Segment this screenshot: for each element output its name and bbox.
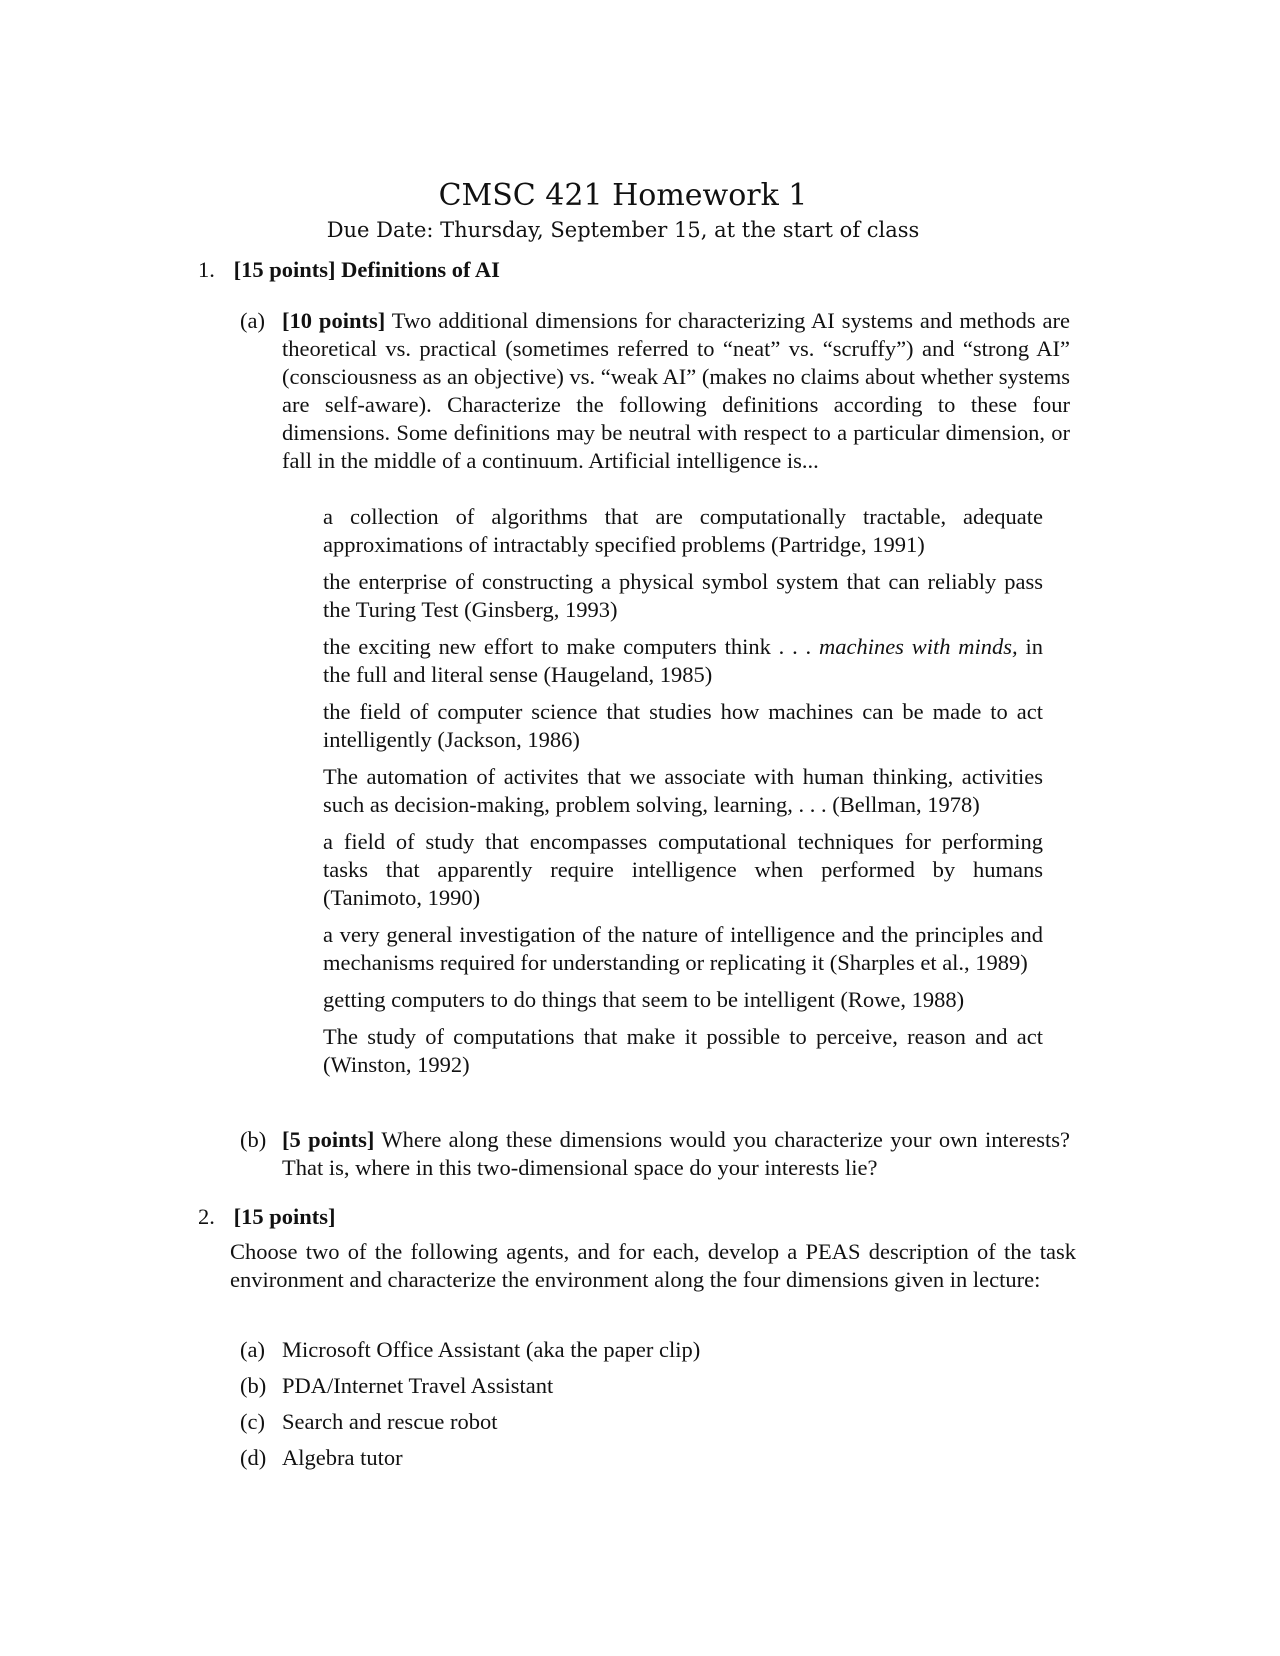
part-b-body: [282, 1126, 1070, 1182]
agent-label: (c): [240, 1409, 265, 1434]
definition-text: in the full and literal sense (Haugeland, 1985): [323, 634, 1043, 687]
definition-item: a very general investigation of the nature of intelligence and the principles and mechanisms required for understanding or replicating it (Sharples et al., 1989): [323, 922, 1043, 975]
definition-item: a collection of algorithms that are computationally tractable, adequate approximations of intractably specified problems (Partridge, 1991): [323, 504, 1043, 557]
definition-item-haugeland: [323, 633, 1043, 689]
agent-label: (a): [240, 1337, 265, 1362]
question-2-number: 2.: [198, 1204, 215, 1229]
question-1-number: 1.: [198, 257, 215, 282]
part-a-points: [10 points]: [282, 308, 386, 333]
definition-item: The automation of activites that we associate with human thinking, activities such as decision-making, problem solving, learning, . . . (Bellman, 1978): [323, 764, 1043, 817]
question-1-heading: [198, 256, 1098, 284]
definition-item: getting computers to do things that seem to be intelligent (Rowe, 1988): [323, 987, 965, 1012]
ai-definitions-list: [323, 503, 1043, 1088]
agent-text: Search and rescue robot: [282, 1409, 498, 1434]
part-a-label: (a): [240, 308, 265, 333]
question-1-part-b: [240, 1126, 1070, 1182]
question-2-intro: Choose two of the following agents, and for each, develop a PEAS description of the task environment and characterize the environment along the four dimensions given in lecture:: [230, 1239, 1076, 1292]
agent-label: (b): [240, 1373, 267, 1398]
part-a-text: Two additional dimensions for characterizing AI systems and methods are theoretical vs. practical (sometimes referred to “neat” vs. “scruffy”) and “strong AI” (consciousness as an objective) vs. “weak AI” (makes no claims about whether systems are self-aware). Characterize the following definitions according to these four dimensions. Some definitions may be neutral with respect to a particular dimension, or fall in the middle of a continuum. Artificial intelligence is...: [282, 308, 1071, 473]
question-2-heading: [198, 1203, 1098, 1231]
definition-item: the field of computer science that studies how machines can be made to act intelligently (Jackson, 1986): [323, 699, 1043, 752]
agent-item: [240, 1336, 1040, 1372]
definition-emphasis: machines with minds,: [818, 634, 1018, 659]
agent-item: [240, 1444, 1040, 1480]
definition-item: the enterprise of constructing a physical symbol system that can reliably pass the Turing Test (Ginsberg, 1993): [323, 569, 1043, 622]
part-b-text: Where along these dimensions would you characterize your own interests? That is, where in this two-dimensional space do your interests lie?: [282, 1127, 1070, 1180]
agent-item: [240, 1408, 1040, 1444]
agent-text: Microsoft Office Assistant (aka the paper clip): [282, 1337, 701, 1362]
agents-list: [240, 1336, 1040, 1480]
part-a-body: [282, 307, 1070, 475]
due-date: Due Date: Thursday, September 15, at the start of class: [326, 218, 920, 242]
definition-text: the exciting new effort to make computers think . . .: [323, 634, 819, 659]
question-2-title: [15 points]: [233, 1204, 336, 1229]
question-1-part-a: [240, 307, 1070, 475]
definition-item: a field of study that encompasses computational techniques for performing tasks that apparently require intelligence when performed by humans (Tanimoto, 1990): [323, 829, 1043, 910]
agent-text: Algebra tutor: [282, 1445, 403, 1470]
part-b-points: [5 points]: [282, 1127, 375, 1152]
question-1-title: [15 points] Definitions of AI: [233, 257, 500, 282]
agent-text: PDA/Internet Travel Assistant: [282, 1373, 554, 1398]
definition-item: The study of computations that make it possible to perceive, reason and act (Winston, 1992): [323, 1024, 1043, 1077]
part-b-label: (b): [240, 1127, 267, 1152]
agent-item: [240, 1372, 1040, 1408]
document-title: CMSC 421 Homework 1: [438, 178, 808, 213]
agent-label: (d): [240, 1445, 267, 1470]
